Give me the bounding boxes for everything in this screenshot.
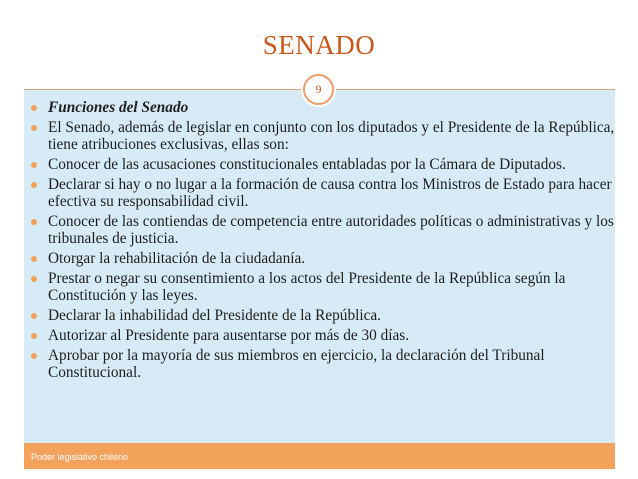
bullet-icon	[31, 353, 37, 359]
bullet-item	[30, 270, 615, 304]
bullet-icon	[31, 219, 37, 225]
footer-bar	[24, 443, 615, 469]
bullet-text: Funciones del Senado	[48, 99, 189, 116]
footer-text: Poder legislativo chileno	[31, 452, 129, 462]
bullet-item	[30, 99, 615, 116]
page-number-badge: 9	[303, 74, 334, 105]
bullet-text: Declarar si hay o no lugar a la formación de causa contra los Ministros de Estado para hacer efectiva su responsabilidad civil.	[48, 176, 612, 210]
bullet-text: Autorizar al Presidente para ausentarse por más de 30 días.	[48, 327, 410, 344]
bullet-icon	[31, 105, 37, 111]
bullet-icon	[31, 125, 37, 131]
bullet-text: Prestar o negar su consentimiento a los actos del Presidente de la República según la Constitución y las leyes.	[48, 270, 566, 304]
bullet-list	[30, 99, 615, 384]
bullet-icon	[31, 162, 37, 168]
bullet-item	[30, 307, 615, 324]
bullet-item	[30, 176, 615, 210]
bullet-item	[30, 119, 615, 153]
bullet-icon	[31, 333, 37, 339]
bullet-icon	[31, 276, 37, 282]
slide-title: SENADO	[262, 30, 376, 60]
bullet-icon	[31, 313, 37, 319]
bullet-text: Conocer de las contiendas de competencia entre autoridades políticas o administrativas y los tribunales de justicia.	[48, 213, 614, 247]
bullet-text: Conocer de las acusaciones constitucionales entabladas por la Cámara de Diputados.	[48, 156, 566, 173]
bullet-text: Aprobar por la mayoría de sus miembros en ejercicio, la declaración del Tribunal Constitucional.	[48, 347, 545, 381]
bullet-icon	[31, 256, 37, 262]
bullet-item	[30, 213, 615, 247]
bullet-item	[30, 156, 615, 173]
bullet-item	[30, 347, 615, 381]
bullet-text: El Senado, además de legislar en conjunto con los diputados y el Presidente de la República, tiene atribuciones exclusivas, ellas son:	[48, 119, 615, 153]
bullet-item	[30, 327, 615, 344]
bullet-text: Otorgar la rehabilitación de la ciudadanía.	[48, 250, 306, 267]
bullet-text: Declarar la inhabilidad del Presidente de la República.	[48, 307, 381, 324]
bullet-icon	[31, 182, 37, 188]
bullet-item	[30, 250, 615, 267]
